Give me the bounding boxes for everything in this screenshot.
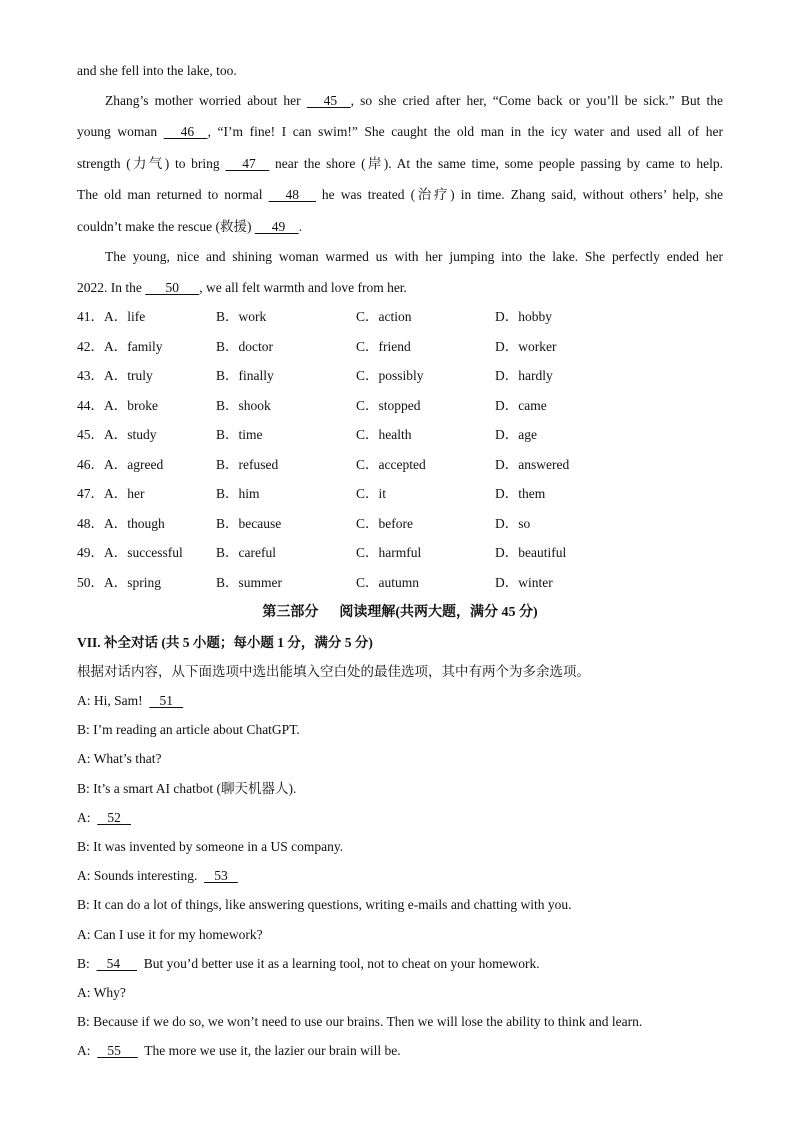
option-d: D．winter bbox=[495, 574, 553, 590]
section-title: VII. 补全对话 (共 5 小题；每小题 1 分，满分 5 分) bbox=[77, 635, 373, 650]
option-a-text: A．life bbox=[104, 309, 146, 324]
option-c: C．before bbox=[356, 515, 413, 531]
option-a bbox=[77, 456, 163, 474]
option-d: D．hobby bbox=[495, 309, 552, 324]
dialogue-text: B: Because if we do so, we won’t need to use our brains. Then we will lose the ability to think and learn. bbox=[77, 1014, 643, 1030]
passage-text: 2022. In the bbox=[77, 280, 146, 295]
dialogue-line bbox=[77, 721, 723, 739]
dialogue-text: A: bbox=[77, 1043, 98, 1059]
option-a bbox=[77, 426, 157, 444]
dialogue-text: B: I’m reading an article about ChatGPT. bbox=[77, 722, 300, 738]
option-b: B．because bbox=[216, 515, 282, 531]
dialogue-line bbox=[77, 896, 723, 914]
dialogue-text: A: Sounds interesting. bbox=[77, 868, 205, 884]
option-b: B．careful bbox=[216, 545, 276, 560]
option-d: D．came bbox=[495, 397, 547, 413]
passage-line bbox=[77, 279, 723, 297]
option-b: B．him bbox=[216, 486, 260, 501]
blank-49: 49 bbox=[254, 219, 299, 234]
option-c: C．autumn bbox=[356, 574, 419, 590]
blank-50: 50 bbox=[145, 280, 200, 295]
option-a bbox=[77, 574, 161, 592]
option-d: D．so bbox=[495, 515, 531, 531]
option-d: D．beautiful bbox=[495, 545, 567, 560]
dialogue-line bbox=[77, 838, 723, 856]
dialogue-text: B: It can do a lot of things, like answering questions, writing e-mails and chatting with you. bbox=[77, 897, 572, 913]
option-b: B．time bbox=[216, 427, 263, 442]
option-a bbox=[77, 397, 158, 415]
dialogue-line bbox=[77, 692, 723, 710]
passage-text: . bbox=[298, 219, 303, 234]
dialogue-line bbox=[77, 1013, 723, 1031]
question-number: 42． bbox=[77, 338, 104, 354]
option-b: B．finally bbox=[216, 368, 274, 383]
option-a bbox=[77, 308, 145, 326]
option-c: C．possibly bbox=[356, 368, 424, 383]
question-number: 47． bbox=[77, 486, 104, 501]
dialogue-blank: 55 bbox=[97, 1043, 138, 1059]
option-c: C．friend bbox=[356, 338, 411, 354]
option-a-text: A．study bbox=[104, 427, 157, 442]
part-heading: 第三部分 阅读理解(共两大题，满分 45 分) bbox=[262, 605, 538, 620]
dialogue-blank: 54 bbox=[96, 955, 138, 971]
option-d: D．worker bbox=[495, 338, 557, 354]
blank-47: 47 bbox=[225, 156, 270, 171]
option-a bbox=[77, 544, 183, 562]
option-b: B．refused bbox=[216, 456, 279, 472]
option-b: B．work bbox=[216, 309, 267, 324]
dialogue-line bbox=[77, 955, 723, 973]
question-number: 48． bbox=[77, 515, 104, 531]
dialogue-line bbox=[77, 984, 723, 1002]
option-b: B．summer bbox=[216, 574, 282, 590]
dialogue-text: A: What’s that? bbox=[77, 751, 162, 767]
question-number: 46． bbox=[77, 456, 104, 472]
passage-text: The old man returned to normal bbox=[77, 187, 269, 202]
option-a-text: A．successful bbox=[104, 545, 183, 560]
option-d: D．hardly bbox=[495, 368, 553, 383]
option-a bbox=[77, 338, 163, 356]
question-number: 45． bbox=[77, 427, 104, 442]
dialogue-line bbox=[77, 1042, 723, 1060]
option-a-text: A．though bbox=[104, 515, 165, 531]
dialogue-text: The more we use it, the lazier our brain will be. bbox=[137, 1043, 401, 1059]
dialogue-line bbox=[77, 867, 723, 885]
option-d: D．them bbox=[495, 486, 546, 501]
passage-line bbox=[105, 248, 723, 266]
passage-text: strength (力气) to bring bbox=[77, 156, 226, 171]
option-a-text: A．broke bbox=[104, 397, 158, 413]
passage-line bbox=[77, 123, 723, 141]
passage-text: near the shore (岸). At the same time, some people passing by came to help. bbox=[269, 156, 723, 171]
passage-text: , so she cried after her, “Come back or you’ll be sick.” But the bbox=[350, 93, 723, 108]
question-number: 49． bbox=[77, 545, 104, 560]
passage-line bbox=[77, 62, 723, 80]
option-c: C．health bbox=[356, 427, 412, 442]
option-a-text: A．spring bbox=[104, 574, 161, 590]
dialogue-line bbox=[77, 750, 723, 768]
passage-text: , “I’m fine! I can swim!” She caught the old man in the icy water and used all of her bbox=[207, 124, 724, 139]
passage-text: Zhang’s mother worried about her bbox=[105, 93, 307, 108]
option-c: C．harmful bbox=[356, 545, 422, 560]
dialogue-text: But you’d better use it as a learning tool, not to cheat on your homework. bbox=[137, 955, 540, 971]
dialogue-text: A: Hi, Sam! bbox=[77, 693, 150, 708]
option-d: D．answered bbox=[495, 456, 570, 472]
option-a-text: A．truly bbox=[104, 368, 153, 383]
dialogue-line bbox=[77, 780, 723, 798]
option-c: C．stopped bbox=[356, 397, 421, 413]
blank-48: 48 bbox=[268, 187, 316, 202]
dialogue-blank: 51 bbox=[149, 693, 184, 708]
blank-45: 45 bbox=[306, 93, 351, 108]
question-number: 41． bbox=[77, 309, 104, 324]
option-a-text: A．her bbox=[104, 486, 145, 501]
dialogue-text: A: Why? bbox=[77, 985, 126, 1000]
option-c: C．accepted bbox=[356, 456, 426, 472]
passage-line bbox=[105, 92, 723, 110]
section-instructions: 根据对话内容，从下面选项中选出能填入空白处的最佳选项，其中有两个为多余选项。 bbox=[77, 664, 590, 679]
passage-text: couldn’t make the rescue (救援) bbox=[77, 219, 255, 234]
dialogue-blank: 52 bbox=[97, 809, 131, 825]
option-a bbox=[77, 485, 145, 503]
passage-text: he was treated (治疗) in time. Zhang said, without others’ help, she bbox=[315, 187, 724, 202]
option-a bbox=[77, 515, 165, 533]
passage-text: and she fell into the lake, too. bbox=[77, 63, 237, 78]
passage-line bbox=[77, 186, 723, 204]
option-b: B．doctor bbox=[216, 338, 273, 354]
dialogue-line bbox=[77, 926, 723, 944]
passage-text: , we all felt warmth and love from her. bbox=[199, 280, 407, 295]
option-c: C．it bbox=[356, 486, 387, 501]
passage-line bbox=[77, 155, 723, 173]
dialogue-text: B: bbox=[77, 955, 97, 971]
question-number: 44． bbox=[77, 397, 104, 413]
dialogue-text: B: It’s a smart AI chatbot (聊天机器人). bbox=[77, 780, 297, 796]
blank-46: 46 bbox=[163, 124, 208, 139]
option-a bbox=[77, 367, 153, 385]
passage-line bbox=[77, 218, 723, 236]
passage-text: The young, nice and shining woman warmed us with her jumping into the lake. She perfectly ended her bbox=[105, 249, 723, 264]
dialogue-text: A: bbox=[77, 809, 98, 825]
dialogue-blank: 53 bbox=[204, 868, 238, 884]
question-number: 43． bbox=[77, 368, 104, 383]
dialogue-text: B: It was invented by someone in a US company. bbox=[77, 839, 344, 854]
option-c: C．action bbox=[356, 309, 412, 324]
dialogue-line bbox=[77, 809, 723, 827]
option-a-text: A．family bbox=[104, 338, 163, 354]
dialogue-text: A: Can I use it for my homework? bbox=[77, 926, 263, 942]
option-a-text: A．agreed bbox=[104, 456, 164, 472]
question-number: 50． bbox=[77, 574, 104, 590]
option-d: D．age bbox=[495, 427, 537, 442]
passage-text: young woman bbox=[77, 124, 164, 139]
option-b: B．shook bbox=[216, 397, 271, 413]
